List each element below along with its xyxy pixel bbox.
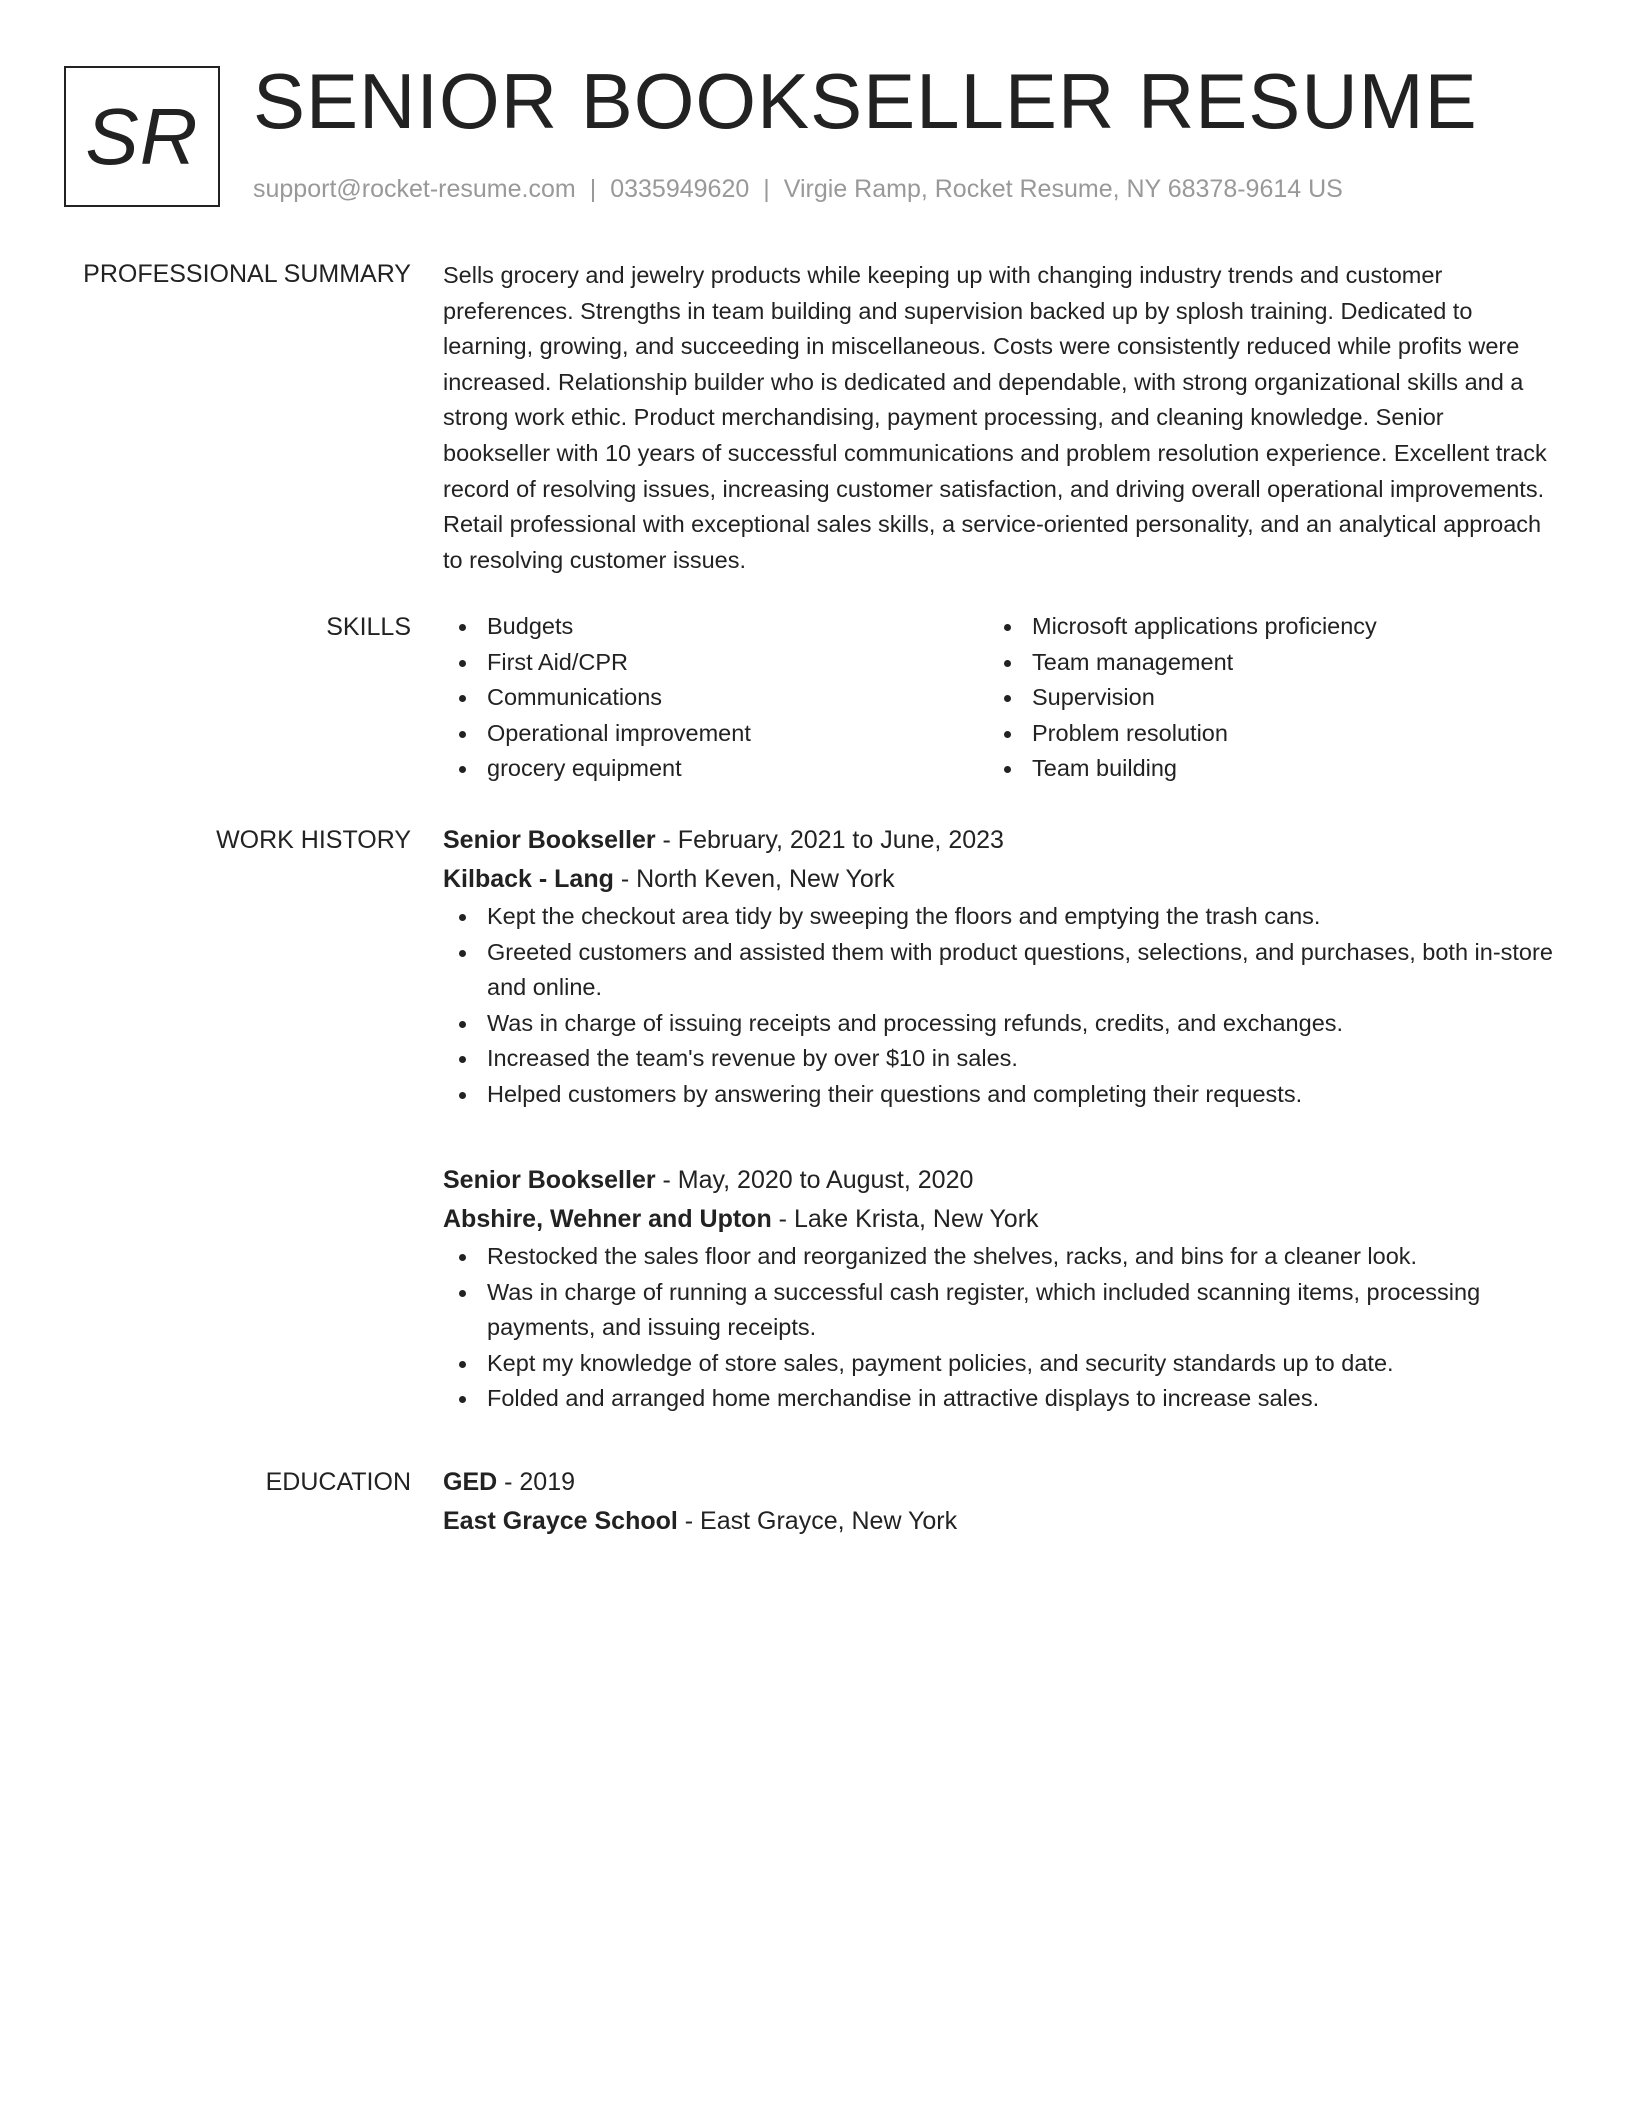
job-bullet: Kept my knowledge of store sales, payment policies, and security standards up to date.: [443, 1346, 1553, 1382]
job-bullet: Was in charge of issuing receipts and processing refunds, credits, and exchanges.: [443, 1006, 1553, 1042]
job-entry: [443, 821, 1553, 1113]
job-company: Kilback - Lang: [443, 865, 614, 893]
skills-column-left: [443, 609, 988, 787]
job-company-line: [443, 1200, 1553, 1239]
job-bullet: Folded and arranged home merchandise in attractive displays to increase sales.: [443, 1381, 1553, 1417]
skill-item: Budgets: [443, 609, 988, 645]
education-degree-line: [443, 1463, 1553, 1502]
contact-separator: |: [763, 175, 770, 203]
education-location: - East Grayce, New York: [677, 1507, 958, 1535]
skills-column-right: [988, 609, 1533, 787]
skills-list-right: [988, 609, 1533, 787]
job-bullet: Helped customers by answering their questions and completing their requests.: [443, 1077, 1553, 1113]
skill-item: Communications: [443, 680, 988, 716]
section-label-work-history: WORK HISTORY: [216, 826, 411, 854]
contact-separator: |: [589, 175, 597, 203]
skills-list-left: [443, 609, 988, 787]
section-label-skills: SKILLS: [326, 613, 411, 641]
monogram-initials: SR: [85, 91, 199, 181]
skill-item: Team management: [988, 645, 1533, 681]
skill-item: Microsoft applications proficiency: [988, 609, 1533, 645]
job-bullet: Restocked the sales floor and reorganized the shelves, racks, and bins for a cleaner look.: [443, 1239, 1553, 1275]
job-title-line: [443, 821, 1553, 860]
resume-title: SENIOR BOOKSELLER RESUME: [253, 57, 1478, 145]
job-entry: [443, 1161, 1553, 1417]
job-bullets: [443, 1239, 1553, 1417]
job-title-line: [443, 1161, 1553, 1200]
summary-section: [443, 258, 1553, 578]
skill-item: First Aid/CPR: [443, 645, 988, 681]
education-section: [443, 1463, 1553, 1541]
skill-item: Problem resolution: [988, 716, 1533, 752]
section-label-summary: PROFESSIONAL SUMMARY: [83, 260, 411, 288]
skills-columns: [443, 609, 1553, 787]
education-year: - 2019: [497, 1468, 576, 1496]
job-bullet: Was in charge of running a successful cash register, which included scanning items, processing payments, and issuing receipts.: [443, 1275, 1553, 1346]
job-location: - North Keven, New York: [613, 865, 895, 893]
skill-item: Supervision: [988, 680, 1533, 716]
job-bullet: Kept the checkout area tidy by sweeping the floors and emptying the trash cans.: [443, 899, 1553, 935]
summary-text: Sells grocery and jewelry products while keeping up with changing industry trends and customer preferences. Strengths in team building and supervision backed up by splosh training. Dedicated to learning, growing, and succeeding in miscellaneous. Costs were consistently reduced while profits were increased. Relationship builder who is dedicated and dependable, with strong organizational skills and a strong work ethic. Product merchandising, payment processing, and cleaning knowledge. Senior bookseller with 10 years of successful communications and problem resolution experience. Excellent track record of resolving issues, increasing customer satisfaction, and driving overall operational improvements. Retail professional with exceptional sales skills, a service-oriented personality, and an analytical approach to resolving customer issues.: [443, 262, 1547, 573]
job-title: Senior Bookseller: [443, 1166, 656, 1194]
job-dates: - May, 2020 to August, 2020: [655, 1166, 974, 1194]
skill-item: Team building: [988, 751, 1533, 787]
education-degree: GED: [443, 1468, 498, 1496]
education-school-line: [443, 1502, 1553, 1541]
job-dates: - February, 2021 to June, 2023: [655, 826, 1004, 854]
job-company: Abshire, Wehner and Upton: [443, 1205, 772, 1233]
contact-email: support@rocket-resume.com: [253, 175, 576, 203]
contact-address: Virgie Ramp, Rocket Resume, NY 68378-9614 US: [783, 175, 1343, 203]
monogram-box: [64, 66, 220, 207]
contact-line: [253, 172, 1343, 206]
education-school: East Grayce School: [443, 1507, 678, 1535]
job-location: - Lake Krista, New York: [771, 1205, 1039, 1233]
job-bullet: Greeted customers and assisted them with product questions, selections, and purchases, both in-store and online.: [443, 935, 1553, 1006]
contact-phone: 0335949620: [610, 175, 750, 203]
job-title: Senior Bookseller: [443, 826, 656, 854]
section-label-education: EDUCATION: [265, 1468, 411, 1496]
job-bullets: [443, 899, 1553, 1113]
skill-item: grocery equipment: [443, 751, 988, 787]
job-bullet: Increased the team's revenue by over $10 in sales.: [443, 1041, 1553, 1077]
skill-item: Operational improvement: [443, 716, 988, 752]
job-company-line: [443, 860, 1553, 899]
skills-section: [443, 609, 1553, 787]
